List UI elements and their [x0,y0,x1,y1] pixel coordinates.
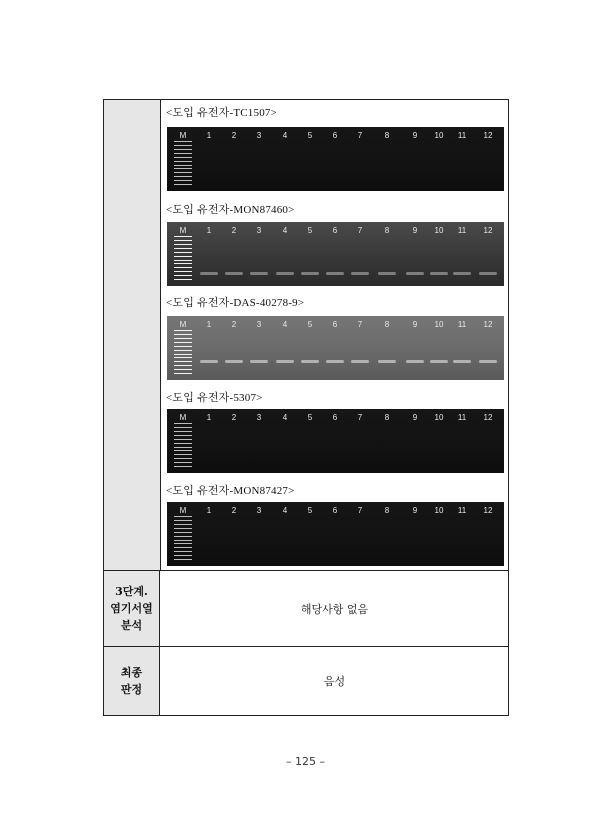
ladder-band [174,271,192,272]
lane-label: 12 [483,320,493,329]
ladder-band [174,547,192,548]
ladder-band [174,443,192,444]
lane-label: 9 [412,506,418,515]
ladder-band [174,180,192,181]
sample-band [326,360,344,363]
sample-band [225,360,243,363]
lane-label: 8 [384,413,390,422]
sample-band [200,272,218,275]
step3-label [104,571,160,646]
gel-image [167,502,504,566]
step3-label-line: 3단계. [115,585,148,598]
dna-ladder [174,516,192,562]
ladder-band [174,338,192,339]
ladder-band [174,256,192,257]
ladder-band [174,528,192,529]
sample-band [351,360,369,363]
lane-label: 4 [282,131,288,140]
ladder-band [174,350,192,351]
result-table [103,99,509,716]
ladder-band [174,543,192,544]
ladder-band [174,267,192,268]
gel-caption: <도입 유전자-MON87460> [166,204,295,216]
sample-band [378,360,396,363]
ladder-band [174,176,192,177]
ladder-band [174,184,192,185]
lane-label: 4 [282,226,288,235]
ladder-band [174,153,192,154]
gel-images-cell [161,100,508,570]
lane-label: 3 [256,320,262,329]
lane-label: 11 [457,506,467,515]
ladder-band [174,342,192,343]
lane-label: 11 [457,320,467,329]
ladder-band [174,551,192,552]
ladder-band [174,435,192,436]
step3-value: 해당사항 없음 [300,602,369,616]
lane-label: 9 [412,320,418,329]
lane-label: 10 [434,131,444,140]
lane-label: 6 [332,506,338,515]
lane-label: 9 [412,131,418,140]
sample-band [301,272,319,275]
lane-label: 2 [231,131,237,140]
lane-label: 10 [434,226,444,235]
lane-label: 6 [332,226,338,235]
sample-band [479,272,497,275]
lane-label: 8 [384,506,390,515]
lane-label: 6 [332,131,338,140]
sample-band [276,272,294,275]
sample-band [250,360,268,363]
sample-band [326,272,344,275]
step3-label-line: 염기서열 [110,602,153,615]
lane-label: 3 [256,506,262,515]
ladder-band [174,334,192,335]
ladder-band [174,447,192,448]
sample-band [430,360,448,363]
sample-band [479,360,497,363]
ladder-band [174,157,192,158]
sample-band [276,360,294,363]
ladder-band [174,330,192,331]
ladder-band [174,263,192,264]
lane-label: 12 [483,413,493,422]
lane-label: 7 [357,506,363,515]
gel-image [167,316,504,380]
lane-label: 10 [434,413,444,422]
marker-lane-label: M [179,413,187,422]
lane-label: 9 [412,413,418,422]
ladder-band [174,427,192,428]
marker-lane-label: M [179,226,187,235]
lane-label: 12 [483,226,493,235]
sample-band [225,272,243,275]
ladder-band [174,540,192,541]
lane-label: 11 [457,413,467,422]
gel-image [167,409,504,473]
lane-label: 7 [357,413,363,422]
sample-band [453,360,471,363]
ladder-band [174,279,192,280]
lane-label: 6 [332,320,338,329]
lane-label: 1 [206,320,212,329]
final-label-line: 판정 [120,683,143,696]
lane-label: 1 [206,226,212,235]
lane-label: 3 [256,413,262,422]
ladder-band [174,357,192,358]
final-label [104,647,160,715]
lane-label: 7 [357,320,363,329]
ladder-band [174,520,192,521]
ladder-band [174,536,192,537]
final-value: 음성 [323,675,346,688]
step3-label-line: 분석 [120,619,143,632]
sample-band [378,272,396,275]
marker-lane-label: M [179,131,187,140]
sample-band [406,360,424,363]
ladder-band [174,168,192,169]
ladder-band [174,161,192,162]
lane-label: 2 [231,320,237,329]
lane-label: 4 [282,413,288,422]
ladder-band [174,365,192,366]
dna-ladder [174,236,192,282]
lane-label: 11 [457,131,467,140]
lane-label: 2 [231,506,237,515]
ladder-band [174,466,192,467]
lane-label: 12 [483,506,493,515]
ladder-band [174,439,192,440]
ladder-band [174,373,192,374]
ladder-band [174,555,192,556]
lane-label: 6 [332,413,338,422]
lane-label: 5 [307,226,313,235]
lane-label: 4 [282,320,288,329]
ladder-band [174,532,192,533]
ladder-band [174,252,192,253]
ladder-band [174,141,192,142]
ladder-band [174,431,192,432]
lane-label: 1 [206,413,212,422]
sample-band [453,272,471,275]
ladder-band [174,361,192,362]
lane-label: 1 [206,131,212,140]
ladder-band [174,145,192,146]
ladder-band [174,458,192,459]
sample-band [250,272,268,275]
ladder-band [174,260,192,261]
marker-lane-label: M [179,506,187,515]
gel-image [167,222,504,286]
final-label-line: 최종 [120,666,143,679]
lane-label: 3 [256,131,262,140]
marker-lane-label: M [179,320,187,329]
lane-label: 9 [412,226,418,235]
lane-label: 3 [256,226,262,235]
sample-band [406,272,424,275]
lane-label: 7 [357,226,363,235]
lane-label: 7 [357,131,363,140]
sample-band [351,272,369,275]
lane-label: 2 [231,226,237,235]
sample-band [301,360,319,363]
lane-label: 5 [307,320,313,329]
ladder-band [174,165,192,166]
ladder-band [174,236,192,237]
lane-label: 5 [307,413,313,422]
dna-ladder [174,330,192,376]
ladder-band [174,423,192,424]
dna-ladder [174,141,192,187]
ladder-band [174,454,192,455]
ladder-band [174,244,192,245]
ladder-band [174,172,192,173]
lane-label: 2 [231,413,237,422]
lane-label: 5 [307,506,313,515]
sample-band [200,360,218,363]
gel-image [167,127,504,191]
ladder-band [174,450,192,451]
ladder-band [174,275,192,276]
lane-label: 8 [384,131,390,140]
gel-caption: <도입 유전자-DAS-40278-9> [166,297,305,309]
ladder-band [174,524,192,525]
lane-label: 12 [483,131,493,140]
ladder-band [174,346,192,347]
ladder-band [174,369,192,370]
table-side-cell [104,100,161,570]
gel-caption: <도입 유전자-MON87427> [166,485,295,497]
ladder-band [174,240,192,241]
lane-label: 5 [307,131,313,140]
ladder-band [174,354,192,355]
ladder-band [174,149,192,150]
lane-label: 10 [434,320,444,329]
lane-label: 4 [282,506,288,515]
lane-label: 1 [206,506,212,515]
ladder-band [174,559,192,560]
lane-label: 8 [384,320,390,329]
dna-ladder [174,423,192,469]
ladder-band [174,516,192,517]
gel-caption: <도입 유전자-TC1507> [166,107,278,119]
ladder-band [174,248,192,249]
lane-label: 8 [384,226,390,235]
page-number: – 125 – [286,755,325,768]
sample-band [430,272,448,275]
gel-caption: <도입 유전자-5307> [166,392,263,404]
lane-label: 10 [434,506,444,515]
ladder-band [174,462,192,463]
lane-label: 11 [457,226,467,235]
